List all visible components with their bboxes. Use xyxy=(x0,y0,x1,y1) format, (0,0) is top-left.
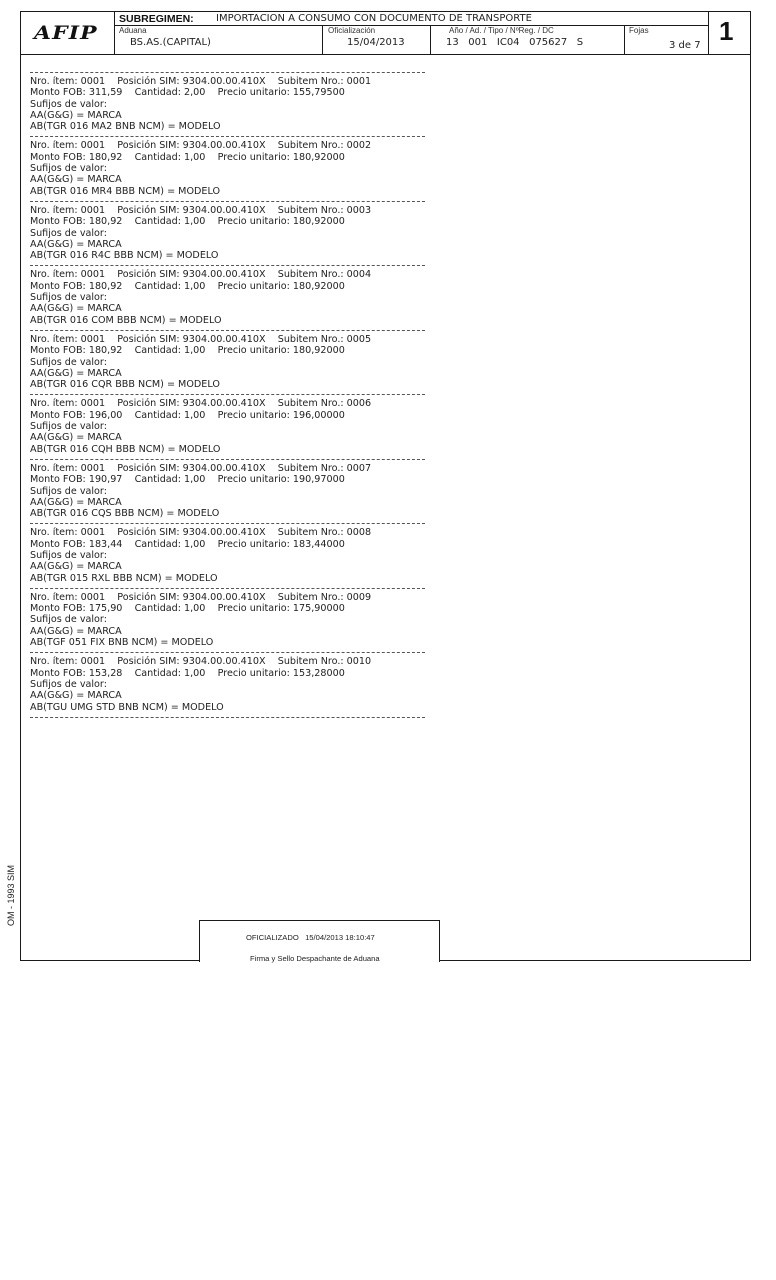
header-divider xyxy=(430,25,431,55)
item-suffix-label: Sufijos de valor: xyxy=(30,227,107,239)
list-item xyxy=(30,653,430,716)
subregimen-value: IMPORTACION A CONSUMO CON DOCUMENTO DE TRANSPORTE xyxy=(216,13,532,24)
fojas-value: 3 de 7 xyxy=(669,40,701,51)
side-form-code: OM - 1993 SIM xyxy=(6,864,16,926)
oficializacion-value: 15/04/2013 xyxy=(347,37,405,48)
item-suffix-label: Sufijos de valor: xyxy=(30,421,107,433)
list-item xyxy=(30,137,430,200)
list-item xyxy=(30,266,430,329)
item-suffix-label: Sufijos de valor: xyxy=(30,614,107,626)
item-marca-line: AA(G&G) = MARCA xyxy=(30,690,122,702)
item-header-line: Nro. ítem: 0001 Posición SIM: 9304.00.00.410X Subitem Nro.: 0008 xyxy=(30,527,372,539)
item-modelo-line: AB(TGU UMG STD BNB NCM) = MODELO xyxy=(30,701,224,713)
dashed-separator xyxy=(30,717,425,718)
item-values-line: Monto FOB: 180,92 Cantidad: 1,00 Precio unitario: 180,92000 xyxy=(30,151,345,163)
item-suffix-label: Sufijos de valor: xyxy=(30,549,107,561)
list-item xyxy=(30,524,430,587)
form-number: 1 xyxy=(719,16,734,46)
item-marca-line: AA(G&G) = MARCA xyxy=(30,367,122,379)
item-header-line: Nro. ítem: 0001 Posición SIM: 9304.00.00.410X Subitem Nro.: 0006 xyxy=(30,398,372,410)
item-marca-line: AA(G&G) = MARCA xyxy=(30,109,122,121)
oficializado-stamp: OFICIALIZADO 15/04/2013 18:10:47 xyxy=(246,933,375,942)
list-item xyxy=(30,202,430,265)
subregimen-label: SUBREGIMEN: xyxy=(119,13,194,25)
item-modelo-line: AB(TGR 016 CQS BBB NCM) = MODELO xyxy=(30,508,220,520)
item-suffix-label: Sufijos de valor: xyxy=(30,485,107,497)
item-marca-line: AA(G&G) = MARCA xyxy=(30,238,122,250)
item-header-line: Nro. ítem: 0001 Posición SIM: 9304.00.00.410X Subitem Nro.: 0002 xyxy=(30,140,372,152)
header-divider xyxy=(114,25,708,26)
item-modelo-line: AB(TGF 051 FIX BNB NCM) = MODELO xyxy=(30,637,214,649)
afip-logo: AFIP xyxy=(34,22,98,44)
item-marca-line: AA(G&G) = MARCA xyxy=(30,432,122,444)
item-values-line: Monto FOB: 190,97 Cantidad: 1,00 Precio unitario: 190,97000 xyxy=(30,474,345,486)
aduana-label: Aduana xyxy=(119,26,147,35)
fojas-label: Fojas xyxy=(629,26,649,35)
item-values-line: Monto FOB: 180,92 Cantidad: 1,00 Precio unitario: 180,92000 xyxy=(30,216,345,228)
header-divider xyxy=(322,25,323,55)
item-values-line: Monto FOB: 196,00 Cantidad: 1,00 Precio unitario: 196,00000 xyxy=(30,409,345,421)
signature-caption: Firma y Sello Despachante de Aduana xyxy=(250,954,380,963)
item-values-line: Monto FOB: 180,92 Cantidad: 1,00 Precio unitario: 180,92000 xyxy=(30,280,345,292)
oficializacion-label: Oficialización xyxy=(328,26,376,35)
item-header-line: Nro. ítem: 0001 Posición SIM: 9304.00.00.410X Subitem Nro.: 0009 xyxy=(30,591,372,603)
item-modelo-line: AB(TGR 015 RXL BBB NCM) = MODELO xyxy=(30,572,218,584)
item-marca-line: AA(G&G) = MARCA xyxy=(30,561,122,573)
item-values-line: Monto FOB: 311,59 Cantidad: 2,00 Precio unitario: 155,79500 xyxy=(30,87,345,99)
item-values-line: Monto FOB: 180,92 Cantidad: 1,00 Precio unitario: 180,92000 xyxy=(30,345,345,357)
item-header-line: Nro. ítem: 0001 Posición SIM: 9304.00.00.410X Subitem Nro.: 0001 xyxy=(30,76,372,87)
item-marca-line: AA(G&G) = MARCA xyxy=(30,625,122,637)
item-values-line: Monto FOB: 175,90 Cantidad: 1,00 Precio unitario: 175,90000 xyxy=(30,603,345,615)
item-header-line: Nro. ítem: 0001 Posición SIM: 9304.00.00.410X Subitem Nro.: 0010 xyxy=(30,656,372,668)
item-modelo-line: AB(TGR 016 MA2 BNB NCM) = MODELO xyxy=(30,121,221,133)
item-suffix-label: Sufijos de valor: xyxy=(30,678,107,690)
item-modelo-line: AB(TGR 016 MR4 BBB NCM) = MODELO xyxy=(30,185,221,197)
item-header-line: Nro. ítem: 0001 Posición SIM: 9304.00.00.410X Subitem Nro.: 0005 xyxy=(30,333,372,345)
header-divider xyxy=(114,11,115,55)
item-modelo-line: AB(TGR 016 COM BBB NCM) = MODELO xyxy=(30,314,222,326)
item-suffix-label: Sufijos de valor: xyxy=(30,98,107,110)
list-item xyxy=(30,395,430,458)
list-item xyxy=(30,589,430,652)
item-marca-line: AA(G&G) = MARCA xyxy=(30,496,122,508)
item-values-line: Monto FOB: 183,44 Cantidad: 1,00 Precio unitario: 183,44000 xyxy=(30,538,345,550)
item-marca-line: AA(G&G) = MARCA xyxy=(30,303,122,315)
header-divider xyxy=(708,11,709,55)
header-divider xyxy=(624,25,625,55)
registro-value: 13 001 IC04 075627 S xyxy=(446,37,584,48)
list-item xyxy=(30,460,430,523)
aduana-value: BS.AS.(CAPITAL) xyxy=(130,37,211,48)
items-list xyxy=(30,72,430,718)
list-item xyxy=(30,73,430,136)
list-item xyxy=(30,331,430,394)
item-header-line: Nro. ítem: 0001 Posición SIM: 9304.00.00.410X Subitem Nro.: 0007 xyxy=(30,462,372,474)
item-suffix-label: Sufijos de valor: xyxy=(30,163,107,175)
item-modelo-line: AB(TGR 016 CQH BBB NCM) = MODELO xyxy=(30,443,221,455)
item-values-line: Monto FOB: 153,28 Cantidad: 1,00 Precio unitario: 153,28000 xyxy=(30,667,345,679)
item-modelo-line: AB(TGR 016 CQR BBB NCM) = MODELO xyxy=(30,379,220,391)
item-suffix-label: Sufijos de valor: xyxy=(30,292,107,304)
item-modelo-line: AB(TGR 016 R4C BBB NCM) = MODELO xyxy=(30,250,219,262)
item-header-line: Nro. ítem: 0001 Posición SIM: 9304.00.00.410X Subitem Nro.: 0003 xyxy=(30,204,372,216)
item-header-line: Nro. ítem: 0001 Posición SIM: 9304.00.00.410X Subitem Nro.: 0004 xyxy=(30,269,372,281)
item-suffix-label: Sufijos de valor: xyxy=(30,356,107,368)
registro-label: Año / Ad. / Tipo / NºReg. / DC xyxy=(449,26,554,35)
item-marca-line: AA(G&G) = MARCA xyxy=(30,174,122,186)
